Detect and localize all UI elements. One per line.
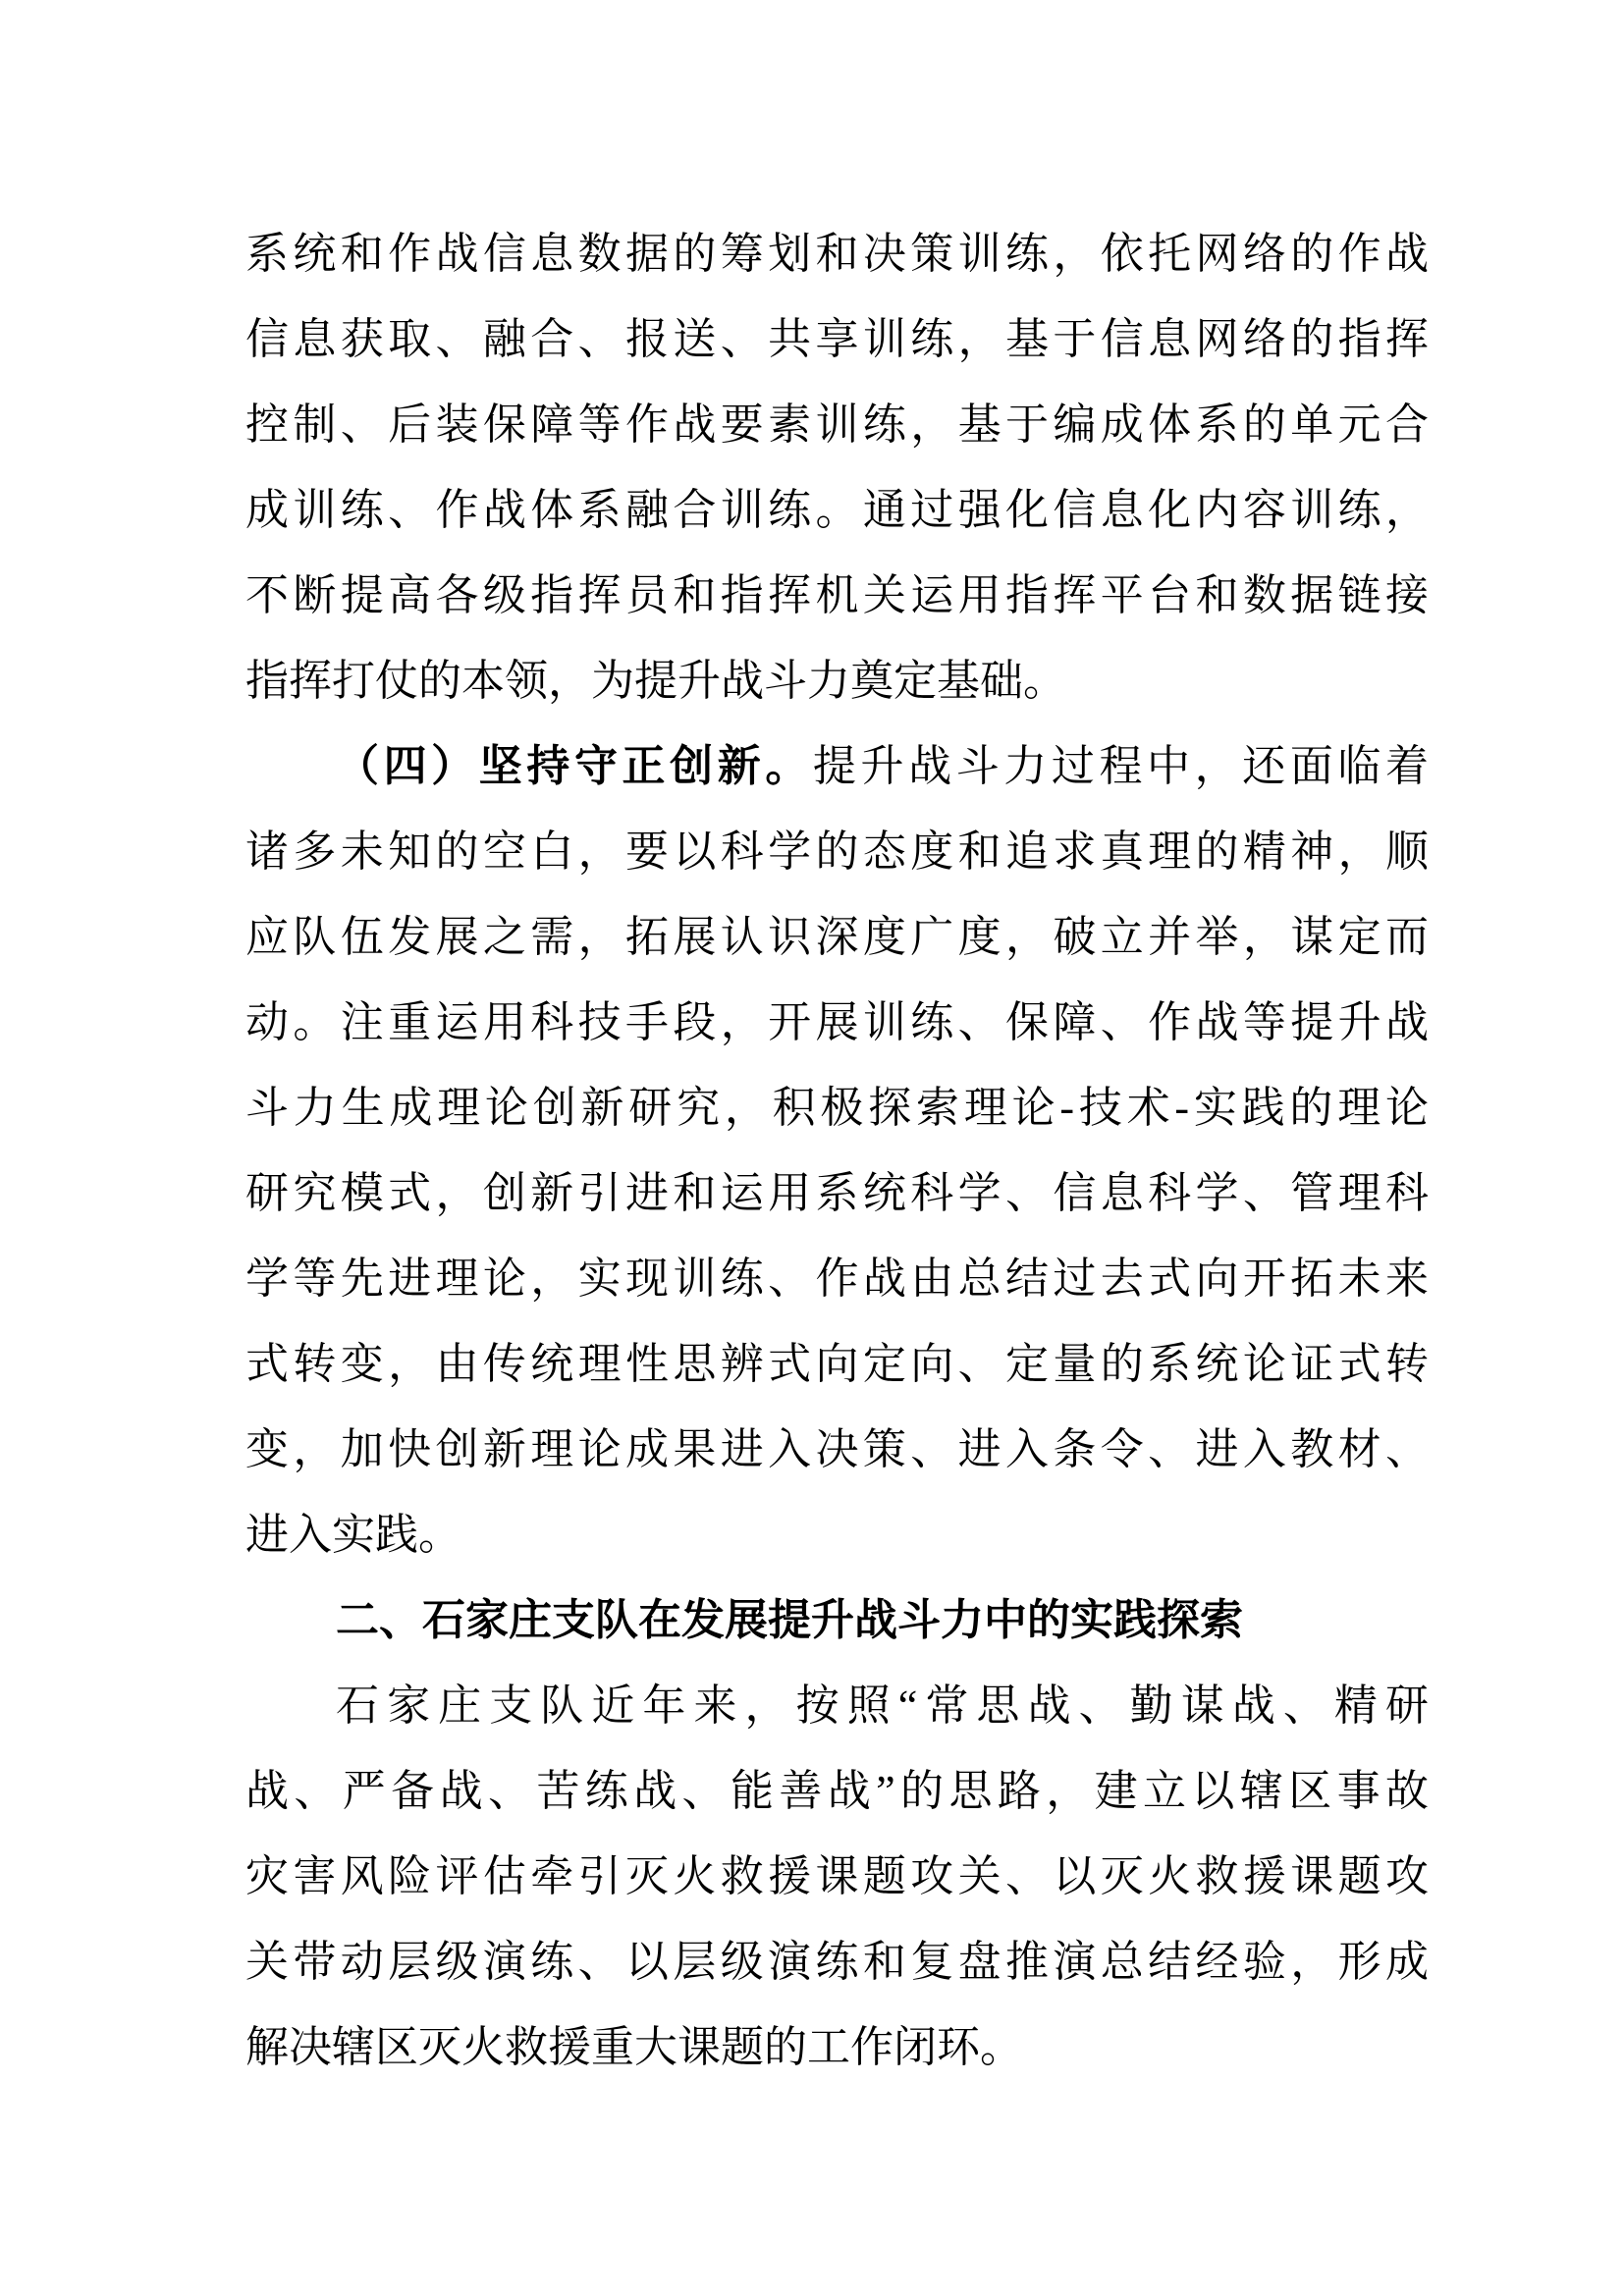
line-text: 战、严备战、苦练战、能善战”的思路，建立以辖区事故: [245, 1767, 1429, 1815]
bold-lead-text: （四）坚持守正创新。: [336, 742, 813, 790]
text-line: [245, 2004, 1429, 2090]
line-text: 不断提高各级指挥员和指挥机关运用指挥平台和数据链接: [245, 571, 1429, 619]
text-line: [245, 467, 1429, 553]
line-text: 学等先进理论，实现训练、作战由总结过去式向开拓未来: [245, 1255, 1429, 1303]
line-text: 解决辖区灭火救援重大课题的工作闭环。: [245, 2023, 1023, 2071]
text-line: [245, 1150, 1429, 1236]
text-line: [245, 211, 1429, 296]
line-text: 成训练、作战体系融合训练。通过强化信息化内容训练，: [245, 486, 1429, 534]
line-text: 灾害风险评估牵引灭火救援课题攻关、以灭火救援课题攻: [245, 1852, 1429, 1900]
text-line: [245, 638, 1429, 723]
section-heading: [245, 1577, 1429, 1663]
line-text: 进入实践。: [245, 1511, 461, 1559]
line-text: 系统和作战信息数据的筹划和决策训练，依托网络的作战: [245, 230, 1429, 278]
text-line: [245, 1236, 1429, 1321]
line-text: 诸多未知的空白，要以科学的态度和追求真理的精神，顺: [245, 828, 1429, 876]
line-text: 变，加快创新理论成果进入决策、进入条令、进入教材、: [245, 1425, 1429, 1473]
text-line: [245, 1492, 1429, 1577]
line-text: 提升战斗力过程中，还面临着: [812, 742, 1430, 790]
text-block: [245, 211, 1429, 2090]
line-text: 斗力生成理论创新研究，积极探索理论-技术-实践的理论: [245, 1084, 1429, 1132]
line-text: 二、石家庄支队在发展提升战斗力中的实践探索: [336, 1596, 1243, 1644]
text-line: [245, 382, 1429, 467]
line-text: 动。注重运用科技手段，开展训练、保障、作战等提升战: [245, 998, 1429, 1046]
line-text: 式转变，由传统理性思辨式向定向、定量的系统论证式转: [245, 1340, 1429, 1388]
text-line: [245, 1834, 1429, 1919]
text-line: [245, 1065, 1429, 1150]
line-text: 信息获取、融合、报送、共享训练，基于信息网络的指挥: [245, 315, 1429, 363]
text-line: [245, 894, 1429, 980]
line-text: 研究模式，创新引进和运用系统科学、信息科学、管理科: [245, 1169, 1429, 1217]
line-text: 石家庄支队近年来，按照“常思战、勤谋战、精研: [336, 1682, 1429, 1730]
text-line: [245, 296, 1429, 382]
text-line: [245, 980, 1429, 1065]
line-text: 指挥打仗的本领，为提升战斗力奠定基础。: [245, 657, 1066, 705]
text-line: [245, 553, 1429, 638]
text-line: [245, 1663, 1429, 1748]
text-line: [245, 809, 1429, 894]
text-line: [245, 1919, 1429, 2004]
line-text: 关带动层级演练、以层级演练和复盘推演总结经验，形成: [245, 1938, 1429, 1986]
line-text: 控制、后装保障等作战要素训练，基于编成体系的单元合: [245, 400, 1429, 449]
text-line: [245, 1748, 1429, 1834]
line-text: 应队伍发展之需，拓展认识深度广度，破立并举，谋定而: [245, 913, 1429, 961]
text-line: [245, 723, 1429, 809]
text-line: [245, 1407, 1429, 1492]
text-line: [245, 1321, 1429, 1407]
